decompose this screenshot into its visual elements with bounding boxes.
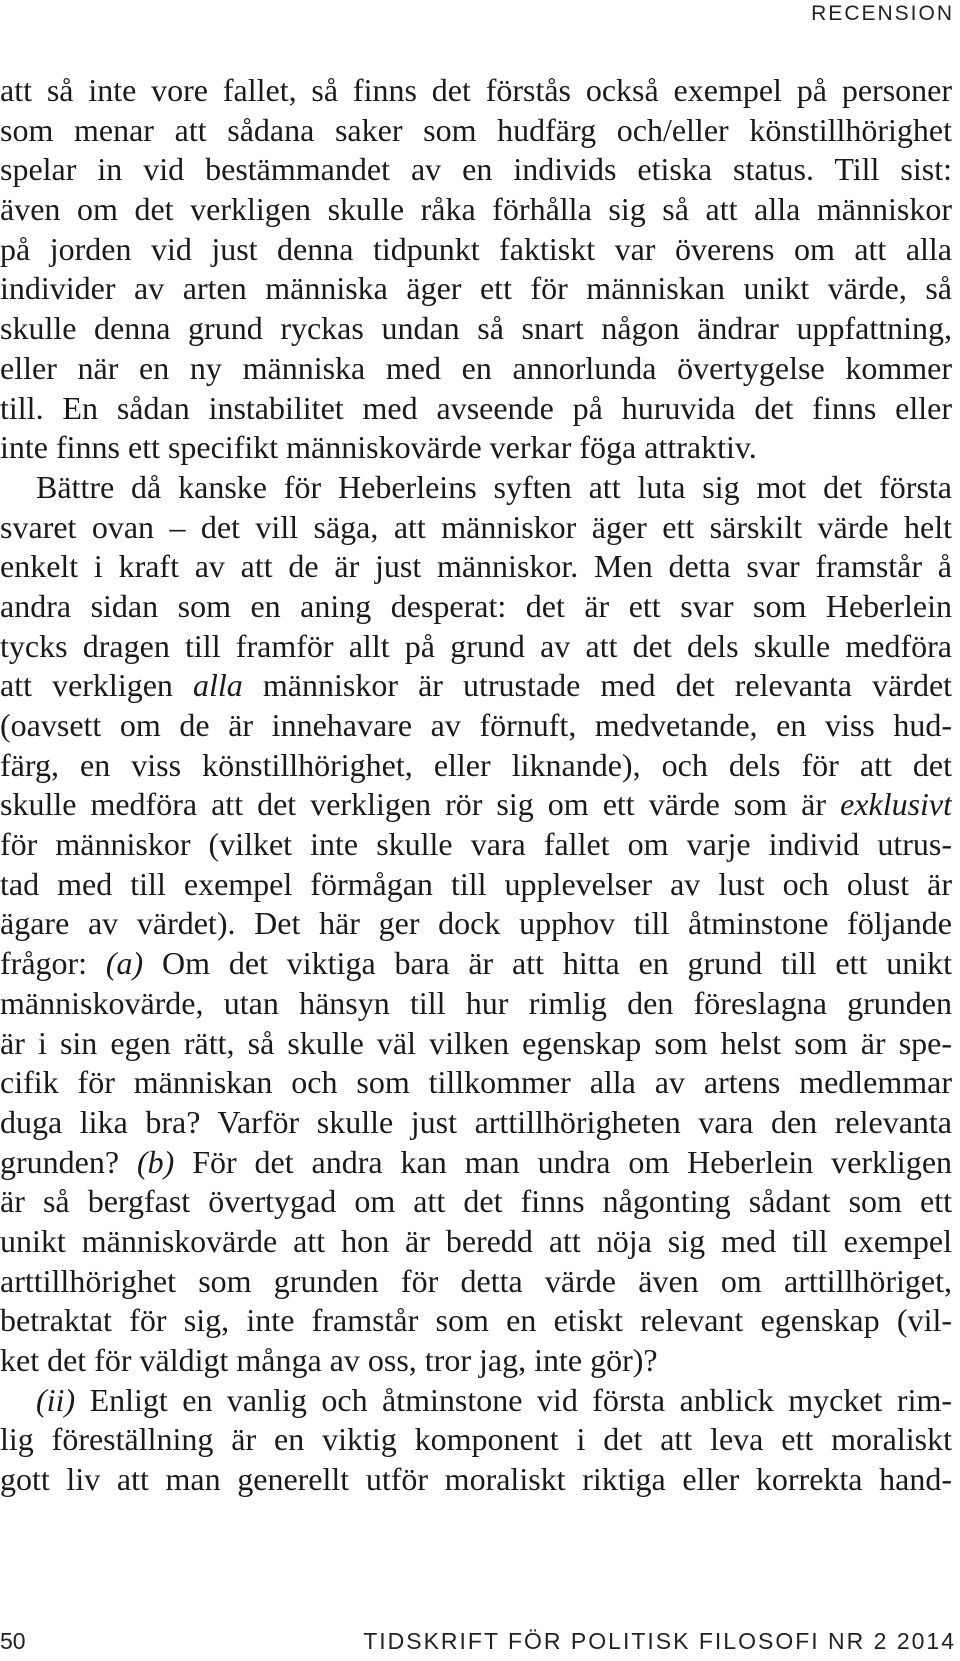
- text-line: arttillhörighet som grunden för detta värde även om arttillhöriget,: [0, 1262, 952, 1299]
- text-line: skulle denna grund ryckas undan så snart någon ändrar uppfattning,: [0, 310, 952, 347]
- text-line: individer av arten människa äger ett för människan unikt värde, så: [0, 270, 952, 307]
- text-run: att verkligen: [0, 667, 173, 704]
- text-line: enkelt i kraft av att de är just människor. Men detta svar framstår å: [0, 548, 952, 585]
- page-number: 50: [0, 1628, 26, 1654]
- emphasis-a: (a): [105, 945, 144, 982]
- text-line: tycks dragen till framför allt på grund av att det dels skulle medföra: [0, 627, 952, 664]
- text-line: [0, 944, 952, 984]
- text-run: Om det viktiga bara är att hitta en grund till ett unikt: [162, 945, 952, 982]
- text-line: spelar in vid bestämmandet av en individs etiska status. Till sist:: [0, 151, 952, 188]
- text-line: cifik för människan och som tillkommer alla av artens medlemmar: [0, 1064, 952, 1101]
- text-line: att så inte vore fallet, så finns det förstås också exempel på personer: [0, 72, 952, 108]
- text-run: Enligt en vanlig och åtminstone vid första anblick mycket rim-: [89, 1381, 952, 1418]
- text-line: [0, 785, 952, 825]
- text-line: unikt människovärde att hon är beredd att nöja sig med till exempel: [0, 1222, 952, 1259]
- emphasis-alla: alla: [193, 667, 243, 704]
- text-line: ägare av värdet). Det här ger dock upphov till åtminstone följande: [0, 905, 952, 942]
- text-line: ket det för väldigt många av oss, tror jag, inte gör)?: [0, 1342, 658, 1378]
- text-line: färg, en viss könstillhörighet, eller liknande), och dels för att det: [0, 746, 952, 783]
- running-head-section: RECENSION: [811, 2, 954, 25]
- text-line: svaret ovan – det vill säga, att människor äger ett särskilt värde helt: [0, 508, 952, 545]
- text-line: [0, 1143, 952, 1183]
- emphasis-ii: (ii): [36, 1381, 76, 1418]
- text-run: skulle medföra att det verkligen rör sig om ett värde som är: [0, 786, 827, 823]
- text-run: människor är utrustade med det relevanta värdet: [262, 667, 952, 704]
- text-line: inte finns ett specifikt människovärde verkar föga attraktiv.: [0, 429, 757, 466]
- text-run: grunden?: [0, 1143, 120, 1180]
- text-line: är i sin egen rätt, så skulle väl vilken egenskap som helst som är spe-: [0, 1024, 952, 1061]
- emphasis-exklusivt: exklusivt: [840, 786, 952, 823]
- text-line: andra sidan som en aning desperat: det är ett svar som Heberlein: [0, 587, 952, 624]
- text-line: är så bergfast övertygad om att det finns någonting sådant som ett: [0, 1183, 952, 1220]
- text-line-paragraph-start: Bättre då kanske för Heberleins syften att luta sig mot det första: [36, 468, 952, 505]
- text-line: lig föreställning är en viktig komponent i det att leva ett moraliskt: [0, 1421, 952, 1458]
- text-line-paragraph-start: [0, 1381, 952, 1421]
- text-line: människovärde, utan hänsyn till hur rimlig den föreslagna grunden: [0, 984, 952, 1021]
- text-line: eller när en ny människa med en annorlunda övertygelse kommer: [0, 349, 952, 386]
- journal-title: TIDSKRIFT FÖR POLITISK FILOSOFI NR 2 2014: [363, 1628, 956, 1654]
- text-line: som menar att sådana saker som hudfärg och/eller könstillhörighet: [0, 111, 952, 148]
- text-run: frågor:: [0, 945, 88, 982]
- text-line: duga lika bra? Varför skulle just arttillhörigheten vara den relevanta: [0, 1103, 952, 1140]
- text-run: För det andra kan man undra om Heberlein verkligen: [192, 1143, 952, 1180]
- text-line: gott liv att man generellt utför moraliskt riktiga eller korrekta hand-: [0, 1461, 952, 1498]
- body-text: [0, 71, 952, 1500]
- text-line: för människor (vilket inte skulle vara fallet om varje individ utrus-: [0, 826, 952, 863]
- text-line: [0, 666, 952, 706]
- text-line: till. En sådan instabilitet med avseende på huruvida det finns eller: [0, 389, 952, 426]
- emphasis-b: (b): [136, 1143, 175, 1180]
- text-line: även om det verkligen skulle råka förhålla sig så att alla människor: [0, 191, 952, 228]
- text-line: på jorden vid just denna tidpunkt faktiskt var överens om att alla: [0, 230, 952, 267]
- text-line: (oavsett om de är innehavare av förnuft, medvetande, en viss hud-: [0, 707, 952, 743]
- text-line: tad med till exempel förmågan till upplevelser av lust och olust är: [0, 865, 952, 902]
- text-line: betraktat för sig, inte framstår som en etiskt relevant egenskap (vil-: [0, 1302, 952, 1339]
